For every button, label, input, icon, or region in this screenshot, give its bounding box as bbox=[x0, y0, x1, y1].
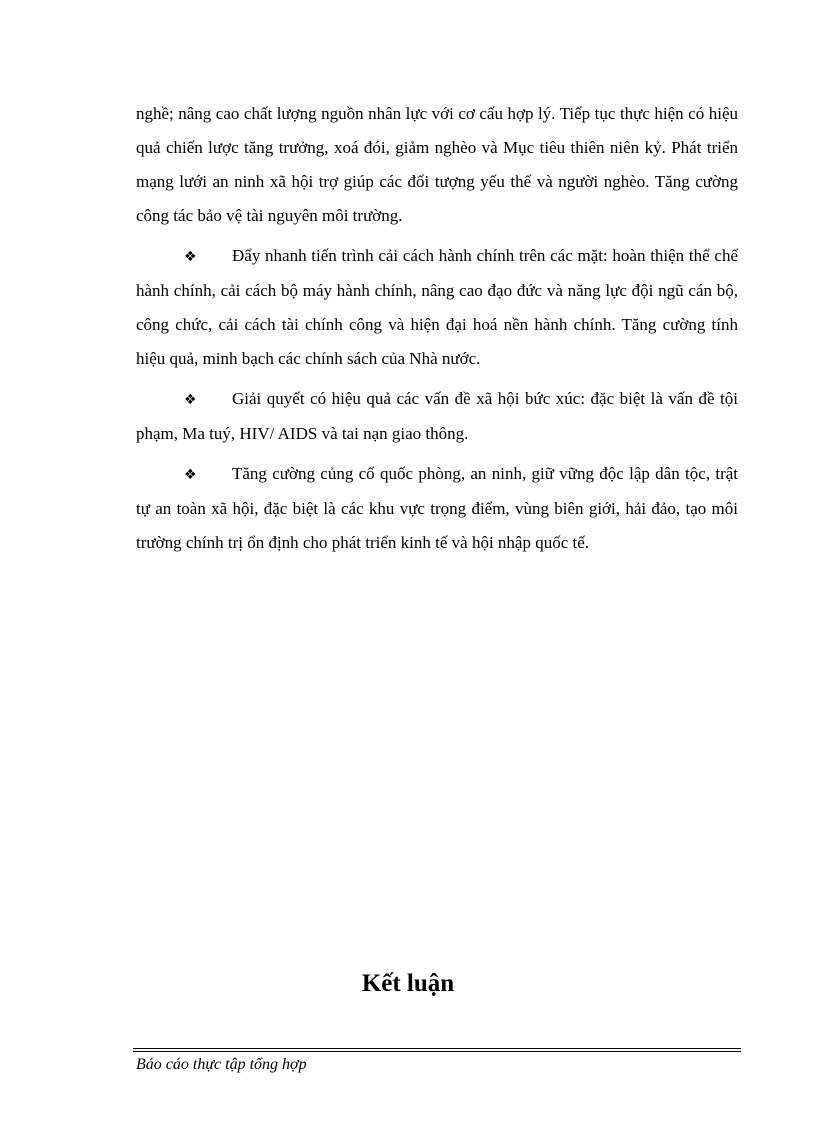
footer-divider bbox=[133, 1048, 741, 1052]
bullet-text: Đẩy nhanh tiến trình cải cách hành chính trên các mặt: hoàn thiện thể chế hành chính, cải cách bộ máy hành chính, nâng cao đạo đức và năng lực đội ngũ cán bộ, công chức, cải cách tài chính công và hiện đại hoá nền hành chính. Tăng cường tính hiệu quả, minh bạch các chính sách của Nhà nước. bbox=[136, 246, 738, 368]
body-text bbox=[136, 97, 738, 566]
bullet-paragraph-social-issues bbox=[136, 382, 738, 451]
diamond-bullet-icon: ❖ bbox=[184, 249, 197, 265]
bullet-paragraph-admin-reform bbox=[136, 239, 738, 376]
section-heading: Kết luận bbox=[361, 970, 455, 997]
paragraph-continuation: nghề; nâng cao chất lượng nguồn nhân lực với cơ cấu hợp lý. Tiếp tục thực hiện có hiệu quả chiến lược tăng trưởng, xoá đói, giảm nghèo và Mục tiêu thiên niên kỷ. Phát triển mạng lưới an ninh xã hội trợ giúp các đối tượng yếu thế và người nghèo. Tăng cường công tác bảo vệ tài nguyên môi trường. bbox=[136, 104, 738, 225]
bullet-paragraph-defense bbox=[136, 457, 738, 560]
bullet-text: Giải quyết có hiệu quả các vấn đề xã hội bức xúc: đặc biệt là vấn đề tội phạm, Ma tuý, HIV/ AIDS và tai nạn giao thông. bbox=[136, 389, 738, 443]
bullet-text: Tăng cường củng cố quốc phòng, an ninh, giữ vững độc lập dân tộc, trật tự an toàn xã hội, đặc biệt là các khu vực trọng điểm, vùng biên giới, hải đảo, tạo môi trường chính trị ổn định cho phát triển kinh tế và hội nhập quốc tế. bbox=[136, 464, 738, 552]
diamond-bullet-icon: ❖ bbox=[184, 392, 197, 408]
diamond-bullet-icon: ❖ bbox=[184, 467, 197, 483]
page-footer: Báo cáo thực tập tổng hợp bbox=[136, 1056, 307, 1073]
